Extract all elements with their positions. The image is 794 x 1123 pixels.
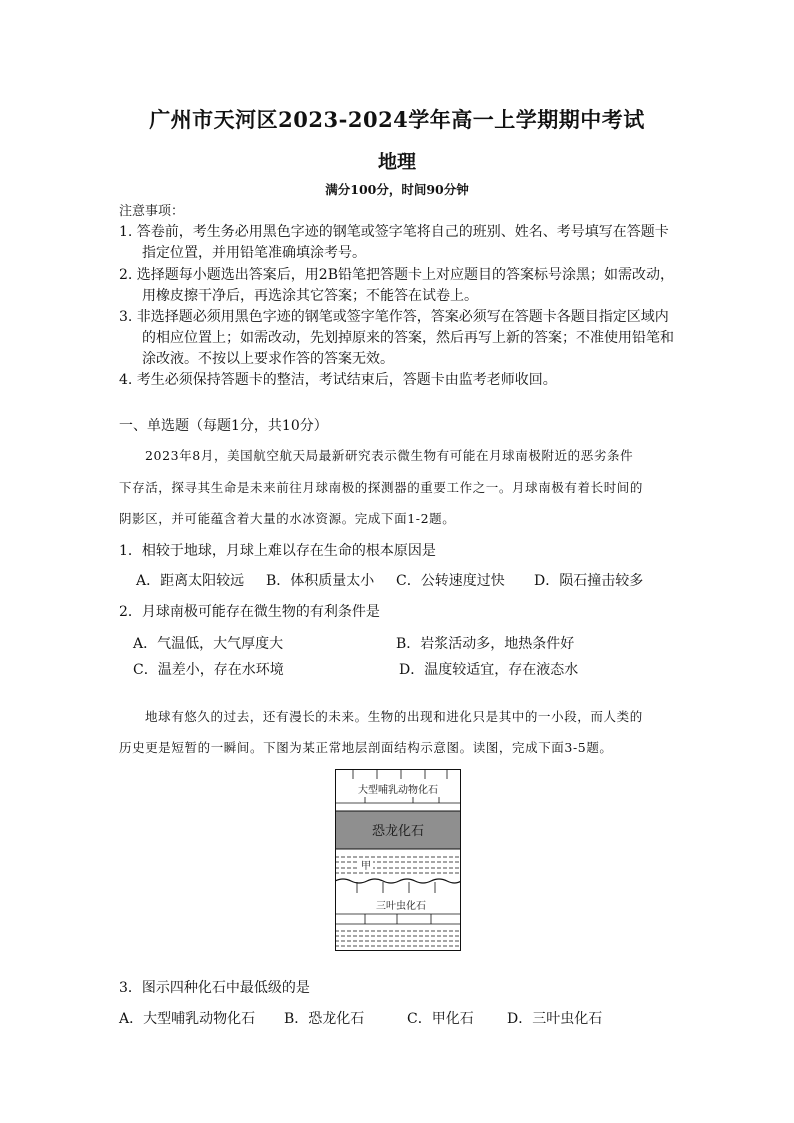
notice-line: 2. 选择题每小题选出答案后，用2B铅笔把答题卡上对应题目的答案标号涂黑；如需改动，: [119, 267, 675, 283]
layer-trilobite-label: 三叶虫化石: [376, 901, 426, 912]
option-d[interactable]: D．三叶虫化石: [507, 1011, 603, 1027]
figure-frame: [336, 770, 461, 951]
question-stem: 3．图示四种化石中最低级的是: [119, 980, 310, 996]
passage-line: 历史更是短暂的一瞬间。下图为某正常地层剖面结构示意图。读图，完成下面3-5题。: [119, 740, 613, 755]
notice-line: 指定位置，并用铅笔准确填涂考号。: [142, 245, 366, 261]
option-c[interactable]: C．公转速度过快: [396, 573, 505, 589]
layer-jia-label: 甲: [361, 861, 371, 872]
notice-heading: 注意事项：: [119, 204, 185, 219]
option-c[interactable]: C．温差小，存在水环境: [133, 662, 284, 678]
notice-line: 1. 答卷前，考生务必用黑色字迹的钢笔或签字笔将自己的班别、姓名、考号填写在答题卡: [119, 224, 669, 240]
option-a[interactable]: A．距离太阳较远: [136, 573, 245, 589]
layer-dinosaur-label: 恐龙化石: [371, 824, 425, 839]
passage-line: 下存活，探寻其生命是未来前往月球南极的探测器的重要工作之一。月球南极有着长时间的: [119, 480, 644, 495]
option-a[interactable]: A．大型哺乳动物化石: [119, 1011, 256, 1027]
option-b[interactable]: B．岩浆活动多，地热条件好: [396, 636, 575, 652]
passage-line: 阴影区，并可能蕴含着大量的水冰资源。完成下面1-2题。: [119, 511, 456, 526]
option-c[interactable]: C．甲化石: [407, 1011, 474, 1027]
notice-line: 涂改液。不按以上要求作答的答案无效。: [142, 351, 394, 367]
notice-line: 3. 非选择题必须用黑色字迹的钢笔或签字笔作答，答案必须写在答题卡各题目指定区域内: [119, 309, 669, 325]
option-a[interactable]: A．气温低，大气厚度大: [133, 636, 284, 652]
question-stem: 2．月球南极可能存在微生物的有利条件是: [119, 604, 380, 620]
notice-line: 的相应位置上；如需改动，先划掉原来的答案，然后再写上新的答案；不准使用铅笔和: [142, 330, 674, 346]
section-heading: 一、单选题（每题1分，共10分）: [119, 418, 328, 434]
exam-title: 广州市天河区2023-2024学年高一上学期期中考试: [149, 107, 645, 132]
exam-meta: 满分100分，时间90分钟: [325, 182, 469, 197]
layer-mammal-label: 大型哺乳动物化石: [358, 785, 438, 796]
option-b[interactable]: B．体积质量太小: [266, 573, 375, 589]
passage-line: 2023年8月，美国航空航天局最新研究表示微生物有可能在月球南极附近的恶劣条件: [145, 448, 634, 463]
option-d[interactable]: D．温度较适宜，存在液态水: [399, 662, 579, 678]
notice-line: 4. 考生必须保持答题卡的整洁，考试结束后，答题卡由监考老师收回。: [119, 372, 557, 388]
option-b[interactable]: B．恐龙化石: [284, 1011, 365, 1027]
passage-line: 地球有悠久的过去，还有漫长的未来。生物的出现和进化只是其中的一小段，而人类的: [145, 709, 643, 724]
stratum-profile-figure: [335, 769, 461, 951]
notice-line: 用橡皮擦干净后，再选涂其它答案；不能答在试卷上。: [142, 288, 478, 304]
question-stem: 1．相较于地球，月球上难以存在生命的根本原因是: [119, 543, 436, 559]
exam-subject: 地理: [377, 151, 416, 173]
option-d[interactable]: D．陨石撞击较多: [534, 573, 644, 589]
